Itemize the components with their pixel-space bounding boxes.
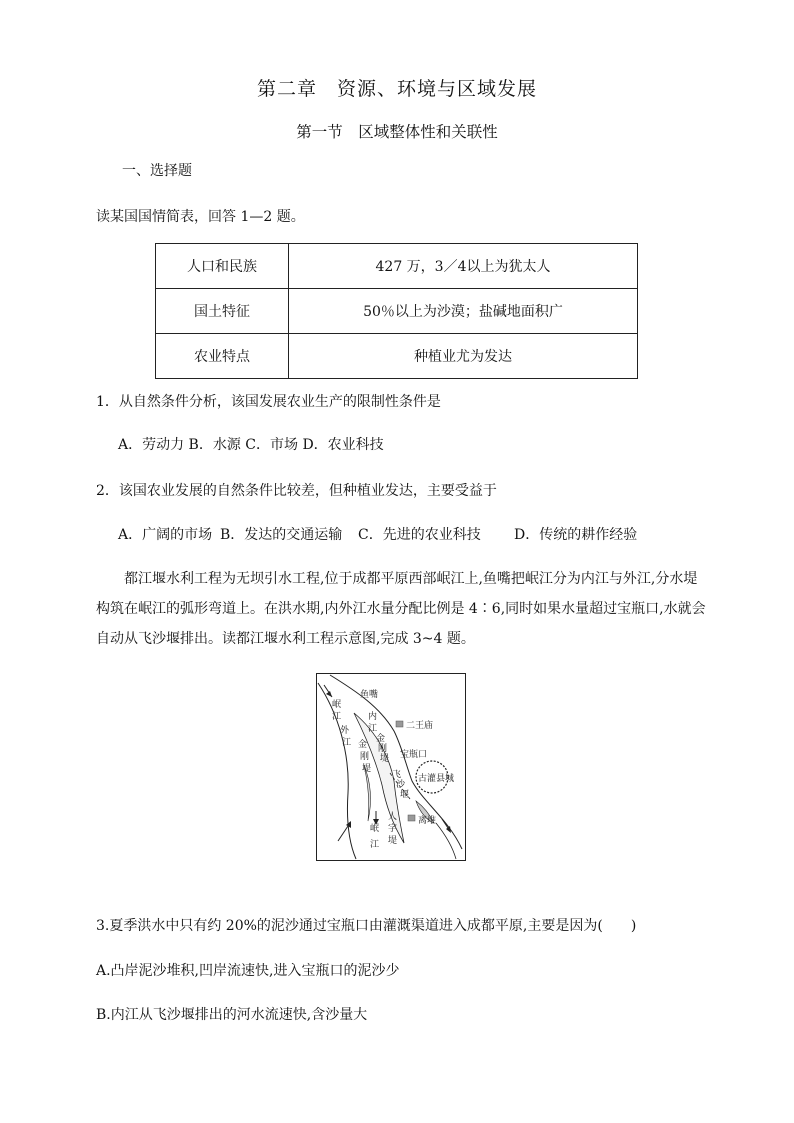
table-cell-value: 427 万，3／4以上为犹太人 — [289, 244, 638, 289]
question-2-stem: 2．该国农业发展的自然条件比较差，但种植业发达，主要受益于 — [96, 483, 497, 499]
question-3-option-b: B.内江从飞沙堰排出的河水流速快,含沙量大 — [96, 1007, 368, 1023]
table-cell-key: 人口和民族 — [156, 244, 289, 289]
map-label-wai-jingang-3: 堤 — [362, 764, 372, 774]
dujiangyan-passage: 都江堰水利工程为无坝引水工程,位于成都平原西部岷江上,鱼嘴把岷江分为内江与外江,分水堤构筑在岷江的弧形弯道上。在洪水期,内外江水量分配比例是 4∶6,同时如果水量超过宝瓶口,水就会自动从飞沙堰排出。读都江堰水利工程示意图,完成 3~4 题。 — [96, 571, 706, 647]
table-row — [156, 289, 638, 334]
table-row — [156, 244, 638, 289]
map-label-renzidi-2: 字 — [388, 824, 398, 834]
map-label-feishayan-2: 沙 — [396, 780, 406, 790]
map-label-yuzui: 鱼嘴 — [360, 690, 379, 700]
map-label-waijiang-1: 外 — [340, 726, 350, 736]
map-label-minjiang-lower-1: 岷 — [370, 824, 380, 834]
question-2-option-d: D．传统的耕作经验 — [514, 527, 638, 543]
map-label-waijiang-2: 江 — [342, 738, 352, 748]
map-label-wai-jingang-2: 刚 — [360, 752, 370, 762]
map-label-renzidi-1: 人 — [388, 812, 398, 822]
map-label-minjiang-upper-1: 岷 — [332, 700, 342, 710]
table-intro: 读某国国情简表，回答 1—2 题。 — [96, 209, 305, 225]
table-cell-key: 国土特征 — [156, 289, 289, 334]
map-label-wai-jingang-1: 金 — [358, 740, 368, 750]
map-label-erwang-temple: 二王庙 — [406, 721, 434, 731]
dujiangyan-map — [316, 673, 466, 861]
chapter-title: 第二章 资源、环境与区域发展 — [256, 78, 537, 100]
map-label-feishayan-1: 飞 — [392, 770, 402, 780]
map-label-jingang-1: 金 — [376, 734, 386, 744]
question-1-options: A．劳动力 B．水源 C．市场 D．农业科技 — [118, 437, 384, 453]
map-label-jingang-2: 刚 — [378, 744, 388, 754]
map-label-guanxian: 古灌县城 — [418, 774, 455, 784]
map-label-lidui: 离堆 — [418, 816, 437, 826]
map-label-minjiang-upper-2: 江 — [332, 712, 342, 722]
section-title: 第一节 区域整体性和关联性 — [296, 123, 498, 141]
table-cell-value: 种植业尤为发达 — [289, 334, 638, 379]
question-2-option-c: C．先进的农业科技 — [358, 527, 481, 543]
map-label-jingang-3: 堤 — [380, 754, 390, 764]
map-label-neijiang-2: 江 — [368, 724, 378, 734]
question-2-option-b: B．发达的交通运输 — [220, 527, 343, 543]
map-label-neijiang-1: 内 — [368, 712, 378, 722]
map-label-baopingkou: 宝瓶口 — [400, 750, 428, 760]
question-2-option-a: A．广阔的市场 — [118, 527, 213, 543]
table-row — [156, 334, 638, 379]
question-3-stem: 3.夏季洪水中只有约 20%的泥沙通过宝瓶口由灌溉渠道进入成都平原,主要是因为( ) — [96, 918, 637, 934]
map-label-minjiang-lower-2: 江 — [370, 840, 380, 850]
map-label-feishayan-3: 堰 — [400, 790, 410, 800]
question-3-option-a: A.凸岸泥沙堆积,凹岸流速快,进入宝瓶口的泥沙少 — [96, 963, 400, 979]
country-info-table — [155, 243, 638, 379]
question-1-stem: 1．从自然条件分析，该国发展农业生产的限制性条件是 — [96, 394, 441, 410]
table-cell-value: 50％以上为沙漠；盐碱地面积广 — [289, 289, 638, 334]
section-heading: 一、选择题 — [122, 163, 192, 179]
map-label-renzidi-3: 堤 — [388, 836, 398, 846]
table-cell-key: 农业特点 — [156, 334, 289, 379]
